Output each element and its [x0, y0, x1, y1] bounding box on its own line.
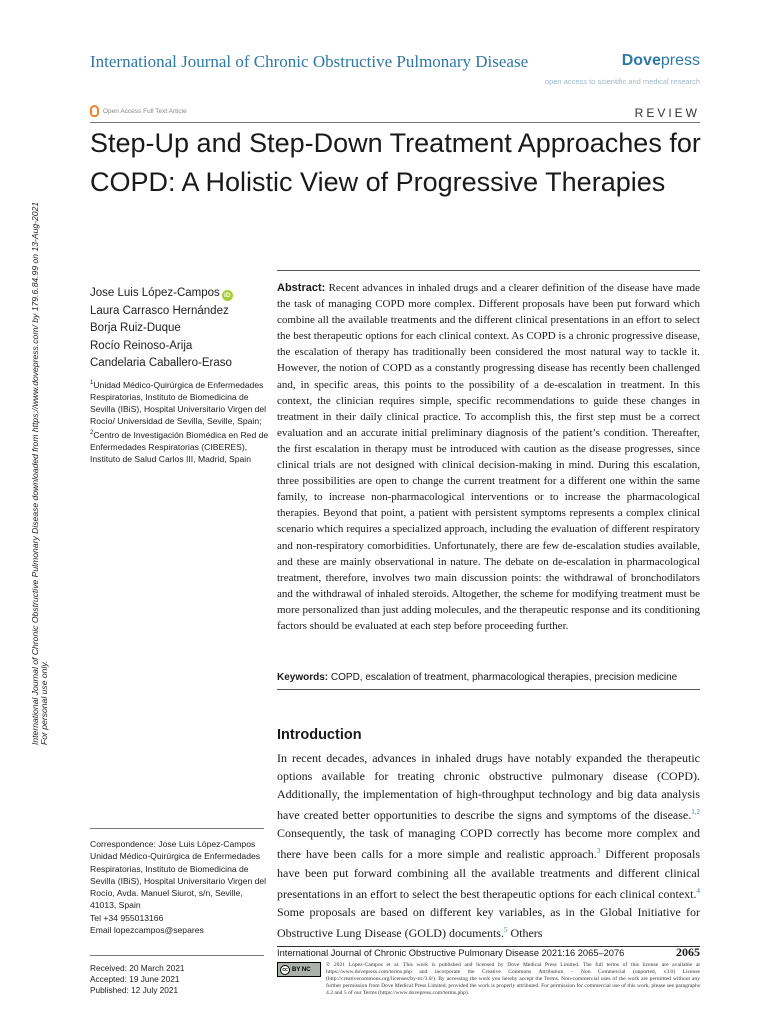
publisher-tagline: open access to scientific and medical research [544, 77, 700, 86]
reference-link[interactable]: 3 [596, 847, 601, 856]
received-date: Received: 20 March 2021 [90, 963, 185, 973]
open-access-text: Open Access Full Text Article [103, 107, 187, 115]
publication-dates [90, 963, 270, 997]
correspondence-phone: Tel +34 955013166 [90, 912, 164, 923]
introduction-text [277, 749, 700, 942]
abstract-bottom-divider [277, 689, 700, 690]
affiliation-mark: 2 [90, 430, 94, 437]
article-type: REVIEW [634, 106, 700, 120]
body-text: Others [507, 925, 543, 940]
correspondence-author: Correspondence: Jose Luis López-Campos [90, 839, 256, 849]
keywords [277, 671, 707, 685]
cc-icon: cc [280, 965, 290, 975]
reference-link[interactable]: 4 [696, 886, 700, 895]
keywords-label: Keywords: [277, 672, 329, 683]
page-number: 2065 [676, 945, 700, 959]
abstract [277, 280, 700, 634]
correspondence-email[interactable]: Email lopezcampos@separes [90, 925, 204, 936]
license-text: © 2021 López-Campos et al. This work is published and licensed by Dove Medical Press Limited. The full terms of this license are available at https://www.dovepress.com/terms.php and incorporate the Creative Commons Attribution – Non Commercial (unported, v3.0) License (http://creativecommons.org/licenses/by-nc/3.0/). By accessing the work you hereby accept the Terms. Non-commercial uses of the work are permitted without any further permission from Dove Medical Press Limited, provided the work is properly attributed. For permission for commercial use of this work, please see paragraphs 4.2 and 5 of our Terms (https://www.dovepress.com/terms.php). [326, 962, 700, 997]
download-notice-line1: International Journal of Chronic Obstructive Pulmonary Disease downloaded from https://www.dovepress.com/ by 179.6.84.99 on 13-Aug-2021 [30, 201, 40, 745]
author-name: Jose Luis López-Campos [90, 287, 220, 299]
correspondence-divider [90, 828, 264, 829]
published-date: Published: 12 July 2021 [90, 985, 179, 996]
publisher-name-bold: Dove [621, 52, 661, 69]
body-text: In recent decades, advances in inhaled drugs have notably expanded the therapeutic options available for treating chronic obstructive pulmonary disease (COPD). Additionally, the implementation of high-throughput technology and big data analysis have created better opportunities to describe the signs and symptoms of the disease. [277, 751, 700, 823]
header-divider [90, 122, 700, 123]
affiliation-mark: 1 [90, 380, 94, 386]
correspondence [90, 838, 270, 936]
download-notice-line2: For personal use only. [39, 660, 49, 745]
author-item[interactable] [90, 285, 270, 303]
affiliation-text: Unidad Médico-Quirúrgica de Enfermedades Respiratorias, Instituto de Biomedicina de Sevilla (IBiS), Hospital Universitario Virgen del Rocío/ Universidad de Sevilla, Seville, Spain; [90, 379, 267, 427]
creative-commons-badge[interactable] [277, 962, 321, 977]
correspondence-address: Unidad Médico-Quirúrgica de Enfermedades Respiratorias, Instituto de Biomedicina de Sevilla (IBiS), Hospital Universitario Virgen del Rocío, Avda. Manuel Siurot, s/n, Seville, 41013, Spain [90, 851, 267, 911]
keywords-text: COPD, escalation of treatment, pharmacological therapies, precision medicine [330, 672, 678, 683]
publisher-name-light: press [660, 52, 700, 69]
author-list [90, 285, 270, 373]
author-item[interactable]: Laura Carrasco Hernández [90, 304, 229, 317]
body-text: Different proposals have been put forward combining all the available treatments and different clinical presentations in an effort to select the best therapeutic options for each clinical context. [277, 847, 700, 901]
license-block [277, 962, 700, 997]
orcid-icon[interactable]: iD [222, 290, 233, 301]
affiliations [90, 377, 270, 465]
download-notice [31, 125, 49, 745]
author-item[interactable]: Candelaria Caballero-Eraso [90, 357, 232, 369]
body-text: Consequently, the task of managing COPD correctly has become more complex and there have been calls for a more simple and realistic approach. [277, 826, 700, 862]
accepted-date: Accepted: 19 June 2021 [90, 974, 180, 985]
reference-link[interactable]: 1,2 [691, 808, 700, 817]
abstract-top-divider [277, 270, 700, 271]
publisher-logo[interactable] [622, 52, 700, 70]
open-access-label [90, 105, 187, 117]
author-item[interactable]: Borja Ruiz-Duque [90, 322, 181, 334]
author-item[interactable]: Rocío Reinoso-Arija [90, 339, 193, 352]
abstract-text: Recent advances in inhaled drugs and a clearer definition of the disease have made the task of managing COPD more complex. Different proposals have been put forward which combine all the available treatments and the different clinical presentations in an effort to select the best therapeutic options for each clinical context. As COPD is a chronic progressive disease, the escalation of therapy has traditionally been considered the most natural way to tackle it. However, the notion of COPD as a constantly progressing disease has recently been challenged and, in specific areas, this points to the possibility of a de-escalation in treatment. In this context, the clinician requires simple, specific recommendations to guide these changes in treatment in their daily clinical practice. To accomplish this, the first step must be a correct evaluation and an accurate initial preliminary diagnosis of the patient’s condition. Thereafter, the first escalation in therapy must be introduced with caution as the disease progresses, since clinical trials are not designed with clinical decision-making in mind. During this escalation, three possibilities are open to change the current treatment for a different one within the same family, to increase non-pharmacological interventions or to increase the pharmacological therapies. Beyond that point, a patient with persistent symptoms represents a complex clinical scenario which requires a specialized approach, including the evaluation of different respiratory and non-respiratory comorbidities. Unfortunately, there are few de-escalation studies available, and these are mainly observational in nature. The debate on de-escalation in pharmacological treatment, therefore, involves two main discussion points: the withdrawal of bronchodilators and the withdrawal of inhaled steroids. Altogether, the scheme for modifying treatment must be more personalized than just adding molecules, and the therapeutic response and its conditioning factors should be evaluated at each step before proceeding further. [277, 282, 701, 632]
cc-badge-label: BY NC [292, 966, 311, 973]
journal-title[interactable]: International Journal of Chronic Obstructive Pulmonary Disease [90, 52, 529, 71]
abstract-label: Abstract: [277, 282, 326, 294]
footer-citation[interactable]: International Journal of Chronic Obstructive Pulmonary Disease 2021:16 2065–2076 [277, 948, 625, 958]
open-access-icon [90, 105, 99, 117]
section-heading: Introduction [277, 727, 362, 743]
affiliation-text: Centro de Investigación Biomédica en Red de Enfermedades Respiratorias (CIBERES), Instituto de Salud Carlos III, Madrid, Spain [90, 430, 269, 465]
article-title: Step-Up and Step-Down Treatment Approaches for COPD: A Holistic View of Progressive Therapies [90, 128, 701, 197]
reference-link[interactable]: 5 [503, 925, 508, 934]
dates-divider [90, 955, 264, 956]
footer-divider [277, 946, 700, 947]
body-text: Some proposals are based on different key variables, as in the Global Initiative for Obstructive Lung Disease (GOLD) documents. [277, 904, 700, 940]
